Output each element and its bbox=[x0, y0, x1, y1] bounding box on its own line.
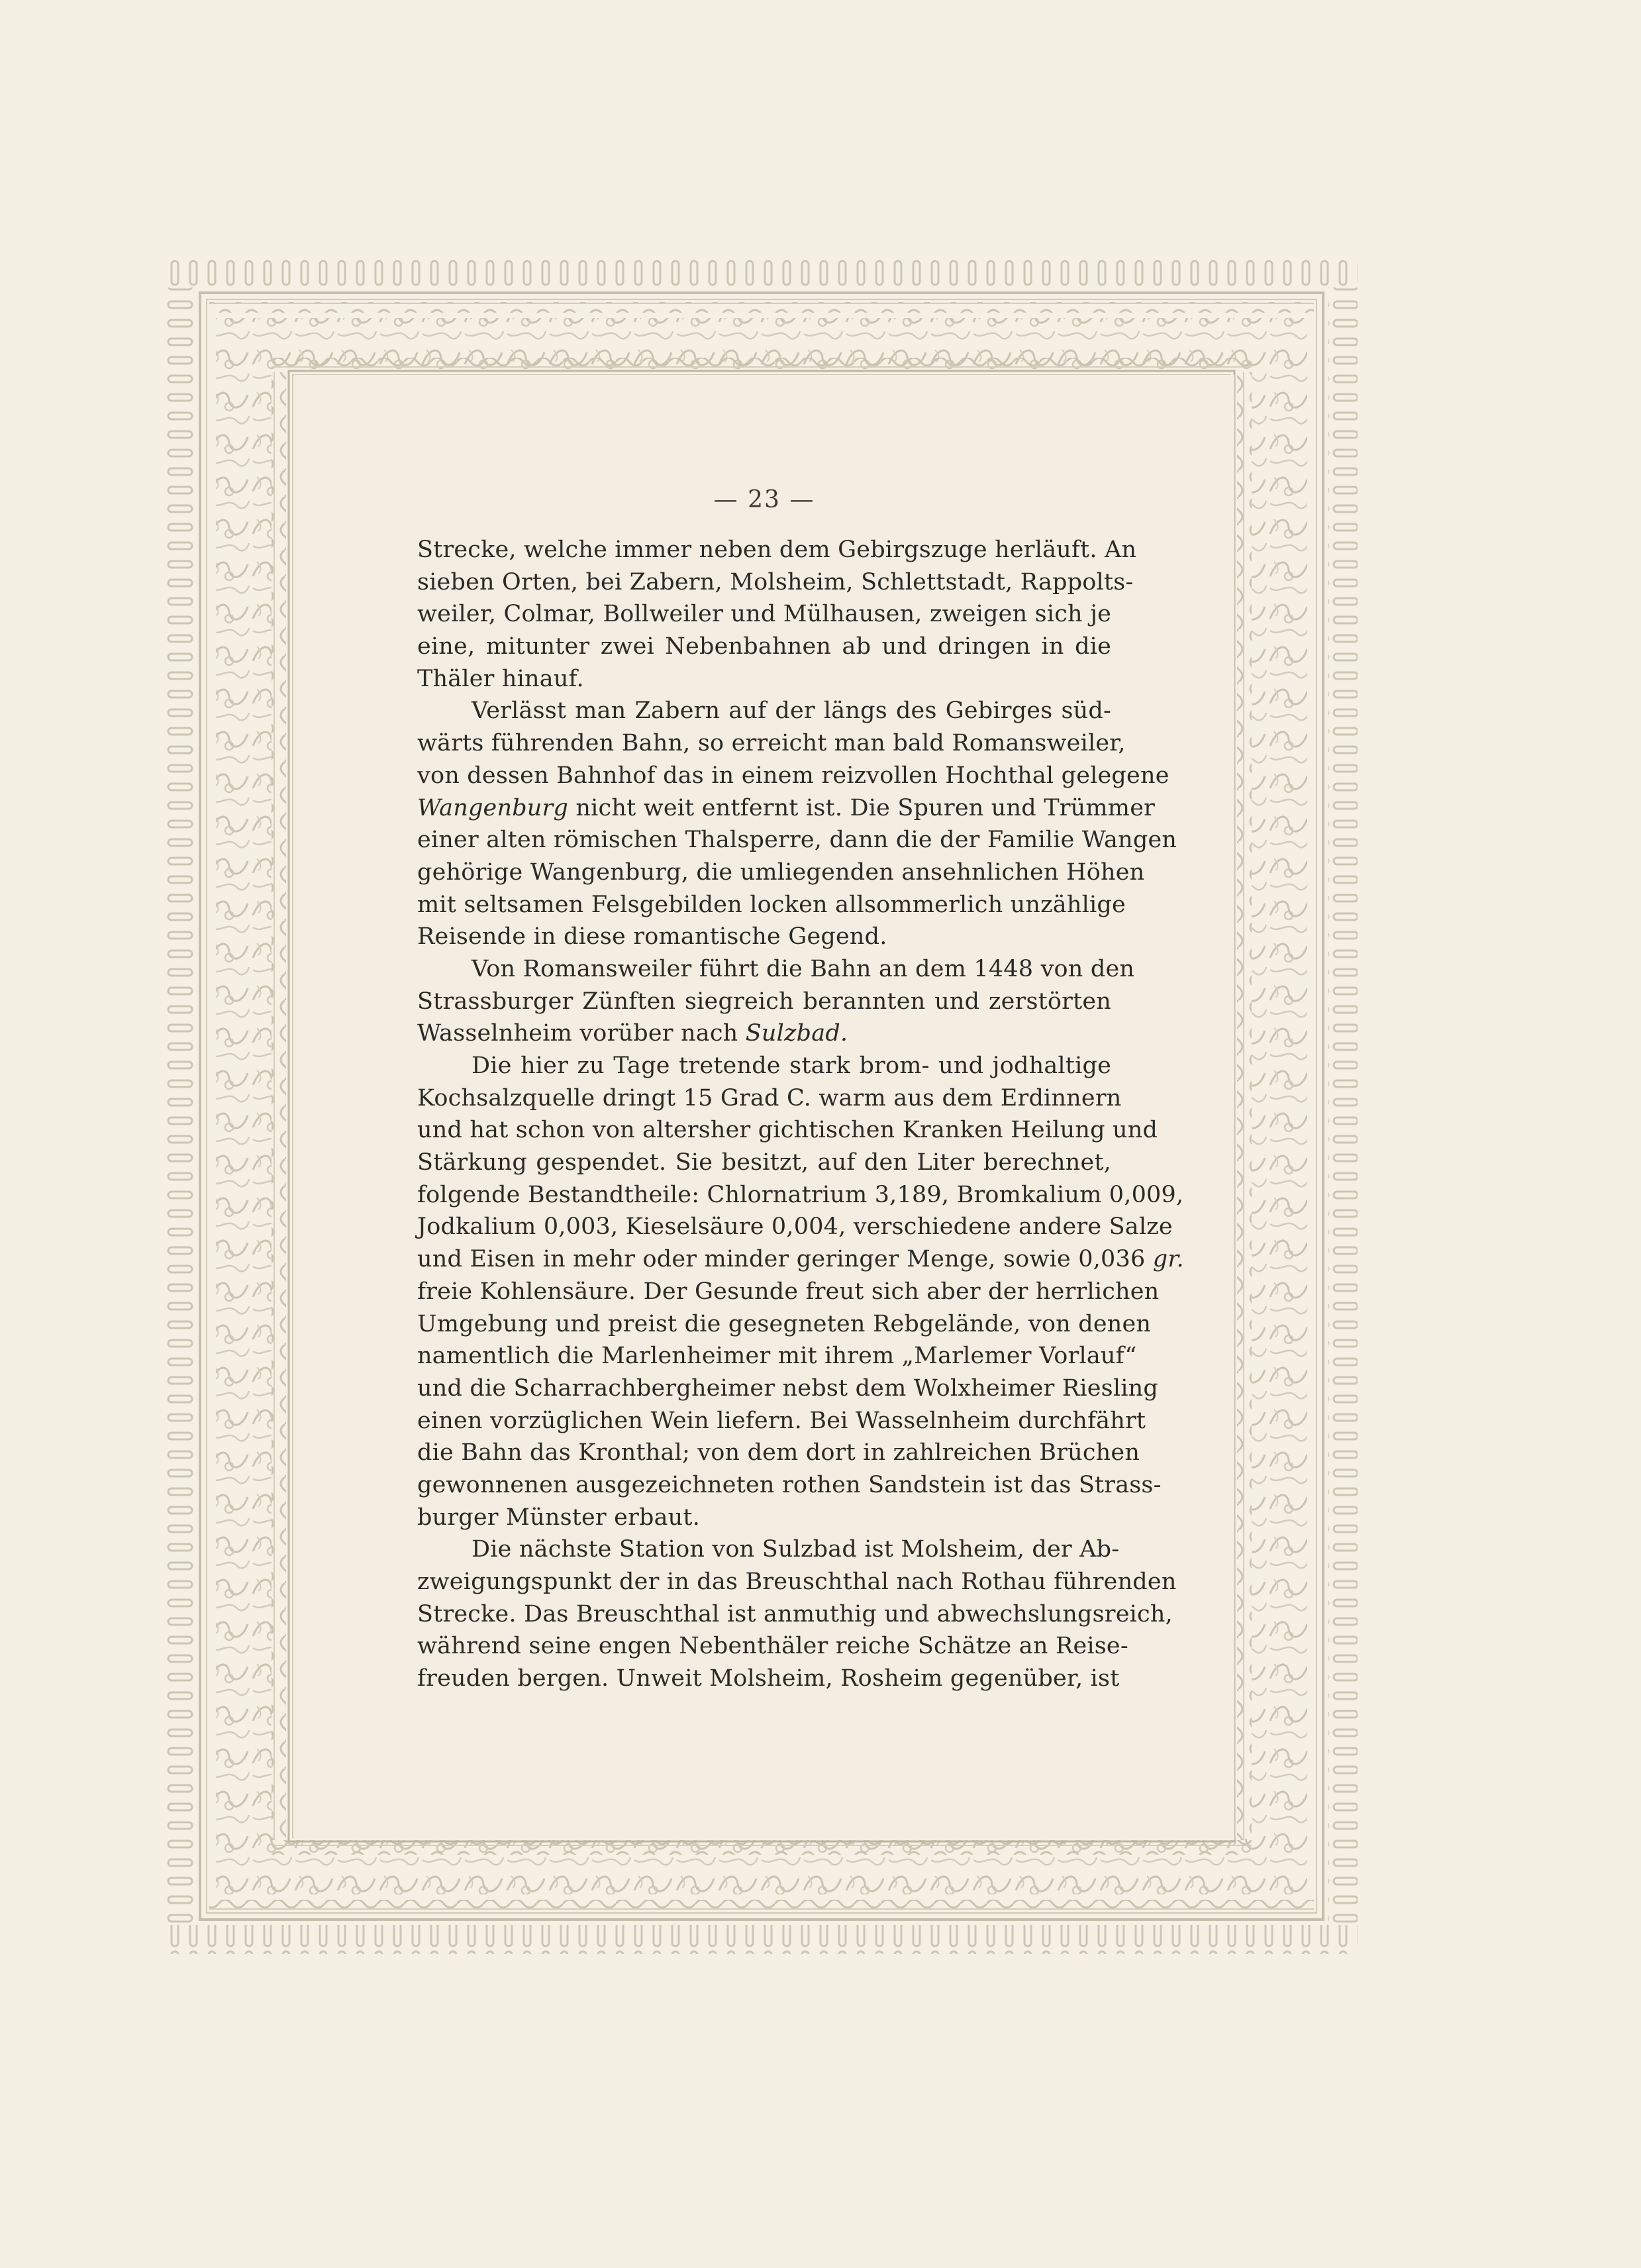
text-line: gehörige Wangenburg, die umliegenden ansehnlichen Höhen bbox=[417, 858, 1145, 886]
text-line bbox=[417, 1243, 1184, 1276]
text-line: Stärkung gespendet. Sie besitzt, auf den Liter berechnet, bbox=[417, 1149, 1111, 1176]
ribbon-bottom bbox=[209, 1900, 1314, 1910]
unit-gr: gr. bbox=[1152, 1246, 1184, 1273]
text-line: Strecke. Das Breuschthal ist anmuthig und abwechslungsreich, bbox=[417, 1600, 1173, 1627]
text-line: Verlässt man Zabern auf der längs des Gebirges süd- bbox=[472, 697, 1111, 725]
text-line: und die Scharrachbergheimer nebst dem Wolxheimer Riesling bbox=[417, 1374, 1158, 1402]
text-line-start: und Eisen in mehr oder minder geringer Menge, sowie 0,036 bbox=[417, 1246, 1153, 1273]
text-line: zweigungspunkt der in das Breuschthal nach Rothau führenden bbox=[417, 1569, 1177, 1595]
text-line: Die nächste Station von Sulzbad ist Molsheim, der Ab- bbox=[472, 1536, 1120, 1563]
text-line bbox=[417, 1017, 1111, 1050]
text-line: von dessen Bahnhof das in einem reizvollen Hochthal gelegene bbox=[417, 762, 1169, 789]
scroll-band-right bbox=[1252, 374, 1307, 1839]
fringe-top bbox=[166, 258, 1358, 287]
text-line: und hat schon von altersher gichtischen Kranken Heilung und bbox=[417, 1117, 1158, 1144]
text-line: folgende Bestandtheile: Chlornatrium 3,189, Bromkalium 0,009, bbox=[417, 1181, 1184, 1208]
text-line: Strassburger Zünften siegreich berannten und zerstörten bbox=[417, 988, 1111, 1015]
text-line: Umgebung und preist die gesegneten Rebgelände, von denen bbox=[417, 1310, 1152, 1337]
text-line-rest: nicht weit entfernt ist. Die Spuren und Trümmer bbox=[568, 794, 1156, 821]
text-line bbox=[417, 792, 1156, 825]
text-line: eine, mitunter zwei Nebenbahnen ab und dringen in die bbox=[417, 633, 1111, 660]
text-line: freie Kohlensäure. Der Gesunde freut sich aber der herrlichen bbox=[417, 1278, 1160, 1305]
place-name-sulzbad: Sulzbad. bbox=[745, 1020, 848, 1047]
text-line: mit seltsamen Felsgebilden locken allsommerlich unzählige bbox=[417, 891, 1126, 918]
text-line: während seine engen Nebenthäler reiche Schätze an Reise- bbox=[417, 1633, 1128, 1660]
inner-wave-left bbox=[272, 372, 286, 1840]
text-line: weiler, Colmar, Bollweiler und Mülhausen, zweigen sich je bbox=[417, 601, 1112, 628]
text-line: burger Münster erbaut. bbox=[417, 1504, 701, 1531]
place-name-wangenburg: Wangenburg bbox=[417, 794, 569, 821]
text-line: einen vorzüglichen Wein liefern. Bei Wasselnheim durchfährt bbox=[417, 1407, 1146, 1434]
page-panel bbox=[294, 375, 1234, 1840]
text-line: namentlich die Marlenheimer mit ihrem „Marlemer Vorlauf“ bbox=[417, 1343, 1137, 1370]
fringe-right bbox=[1328, 287, 1358, 1925]
text-line: die Bahn das Kronthal; von dem dort in zahlreichen Brüchen bbox=[417, 1439, 1140, 1467]
text-line: freuden bergen. Unweit Molsheim, Rosheim gegenüber, ist bbox=[417, 1665, 1120, 1692]
fringe-left bbox=[166, 287, 195, 1925]
fringe-bottom bbox=[166, 1925, 1358, 1954]
text-line: Reisende in diese romantische Gegend. bbox=[417, 923, 887, 951]
body-text bbox=[417, 534, 1184, 1695]
text-line: wärts führenden Bahn, so erreicht man bald Romansweiler, bbox=[417, 730, 1126, 757]
scroll-band-left bbox=[216, 374, 272, 1839]
text-line: einer alten römischen Thalsperre, dann die der Familie Wangen bbox=[417, 827, 1177, 854]
text-line: sieben Orten, bei Zabern, Molsheim, Schlettstadt, Rappolts- bbox=[417, 568, 1134, 595]
text-line: Die hier zu Tage tretende stark brom- und jodhaltige bbox=[472, 1053, 1111, 1079]
text-line: Strecke, welche immer neben dem Gebirgszuge herläuft. An bbox=[417, 537, 1137, 563]
text-line: gewonnenen ausgezeichneten rothen Sandstein ist das Strass- bbox=[417, 1471, 1162, 1498]
page-number: — 23 — bbox=[713, 486, 815, 513]
text-line-start: Wasselnheim vorüber nach bbox=[417, 1020, 746, 1047]
text-line: Jodkalium 0,003, Kieselsäure 0,004, verschiedene andere Salze bbox=[417, 1213, 1173, 1241]
inner-wave-right bbox=[1237, 372, 1252, 1840]
text-line: Thäler hinauf. bbox=[417, 665, 584, 692]
text-line: Von Romansweiler führt die Bahn an dem 1448 von den bbox=[472, 955, 1135, 982]
text-line: Kochsalzquelle dringt 15 Grad C. warm aus dem Erdinnern bbox=[417, 1084, 1122, 1111]
ribbon-top bbox=[209, 302, 1314, 313]
